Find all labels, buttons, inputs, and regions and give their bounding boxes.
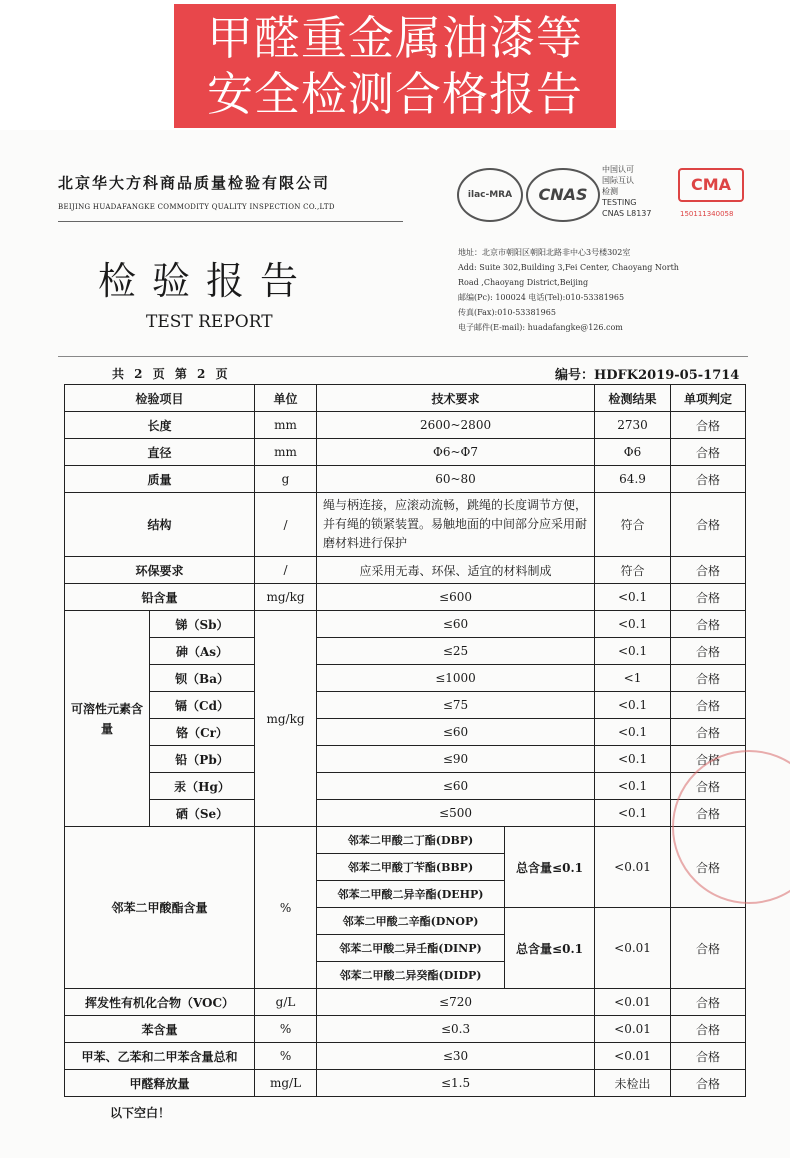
result-cell: 未检出 [595,1070,671,1097]
inspection-table [64,384,746,1097]
item-cell: 环保要求 [65,557,255,584]
verdict-cell: 合格 [671,908,746,989]
phthalate-group-label: 邻苯二甲酸酯含量 [65,827,255,989]
element-cell: 钡（Ba） [150,665,255,692]
address-line: Add: Suite 302,Building 3,Fei Center, Chaoyang North [458,263,679,272]
element-cell: 铅（Pb） [150,746,255,773]
address-line: 传真(Fax):010-53381965 [458,308,556,317]
verdict-cell: 合格 [671,692,746,719]
cnas-cert-text [602,164,651,219]
requirement-cell: 绳与柄连接，应滚动流畅，跳绳的长度调节方便，并有绳的锁紧装置。易触地面的中间部分应采用耐磨材料进行保护 [317,493,595,557]
verdict-cell: 合格 [671,665,746,692]
result-cell: 64.9 [595,466,671,493]
banner-line-1: 甲醛重金属油漆等 [207,11,583,65]
table-row [65,439,746,466]
result-cell: <0.01 [595,908,671,989]
table-row [65,719,746,746]
result-cell: 符合 [595,557,671,584]
unit-cell: / [255,557,317,584]
result-cell: <0.01 [595,989,671,1016]
requirement-cell: ≤75 [317,692,595,719]
requirement-cell: ≤60 [317,719,595,746]
result-cell: <0.1 [595,746,671,773]
phthalate-item: 邻苯二甲酸二异壬酯(DINP) [317,934,504,961]
item-cell: 质量 [65,466,255,493]
verdict-cell: 合格 [671,1043,746,1070]
result-cell: <0.1 [595,638,671,665]
unit-cell: mm [255,412,317,439]
element-cell: 硒（Se） [150,800,255,827]
unit-cell: % [255,1043,317,1070]
result-cell: <0.1 [595,800,671,827]
table-row [65,584,746,611]
item-cell: 苯含量 [65,1016,255,1043]
phthalate-items-2 [317,908,505,989]
result-cell: <0.1 [595,611,671,638]
table-row [65,638,746,665]
requirement-cell: Φ6~Φ7 [317,439,595,466]
verdict-cell: 合格 [671,989,746,1016]
element-cell: 镉（Cd） [150,692,255,719]
item-cell: 铅含量 [65,584,255,611]
cnas-logo: CNAS [526,168,600,222]
result-cell: <0.01 [595,1016,671,1043]
soluble-unit: mg/kg [255,611,317,827]
result-cell: <1 [595,665,671,692]
verdict-cell: 合格 [671,557,746,584]
phthalate-item: 邻苯二甲酸二丁酯(DBP) [317,827,504,853]
requirement-cell: 应采用无毒、环保、适宜的材料制成 [317,557,595,584]
unit-cell: mg/kg [255,584,317,611]
phthalate-item: 邻苯二甲酸二异辛酯(DEHP) [337,888,484,902]
requirement-cell: ≤60 [317,611,595,638]
requirement-cell: 总含量≤0.1 [505,908,595,989]
requirement-cell: 总含量≤0.1 [505,827,595,908]
phthalate-item: 邻苯二甲酸丁苄酯(BBP) [317,853,504,880]
verdict-cell: 合格 [671,800,746,827]
requirement-cell: 60~80 [317,466,595,493]
element-cell: 砷（As） [150,638,255,665]
result-cell: <0.01 [595,1043,671,1070]
requirement-cell: ≤30 [317,1043,595,1070]
item-cell: 长度 [65,412,255,439]
verdict-cell: 合格 [671,584,746,611]
header-divider [58,221,403,222]
verdict-cell: 合格 [671,827,746,908]
phthalate-item: 邻苯二甲酸二辛酯(DNOP) [317,908,504,934]
address-line: 地址：北京市朝阳区朝阳北路非中心3号楼302室 [458,248,631,257]
result-cell: 2730 [595,412,671,439]
cma-number: 150111340058 [680,210,734,218]
company-name-cn: 北京华大方科商品质量检验有限公司 [58,174,331,192]
verdict-cell: 合格 [671,719,746,746]
requirement-cell: ≤25 [317,638,595,665]
requirement-cell: 2600~2800 [317,412,595,439]
requirement-cell: ≤600 [317,584,595,611]
unit-cell: g [255,466,317,493]
table-row [65,665,746,692]
cert-line: 国际互认 [602,176,634,185]
requirement-cell: ≤500 [317,800,595,827]
result-cell: Φ6 [595,439,671,466]
header-item: 检验项目 [65,385,255,412]
title-banner [174,4,616,128]
page-count: 共 2 页 第 2 页 [112,367,231,381]
verdict-cell: 合格 [671,412,746,439]
phthalate-item: 邻苯二甲酸二异癸酯(DIDP) [339,969,482,983]
item-cell: 甲醛释放量 [65,1070,255,1097]
verdict-cell: 合格 [671,746,746,773]
table-row [65,466,746,493]
item-cell: 甲苯、乙苯和二甲苯含量总和 [65,1043,255,1070]
cert-line: TESTING [602,198,637,207]
header-requirement: 技术要求 [317,385,595,412]
soluble-group-label: 可溶性元素含量 [65,611,150,827]
table-row [65,800,746,827]
requirement-cell: ≤90 [317,746,595,773]
unit-cell: / [255,493,317,557]
item-cell: 直径 [65,439,255,466]
element-cell: 铬（Cr） [150,719,255,746]
unit-cell: % [255,1016,317,1043]
end-of-report-note: 以下空白！ [110,1106,171,1120]
item-cell: 结构 [65,493,255,557]
table-row [65,611,746,638]
table-row [65,412,746,439]
banner-line-2: 安全检测合格报告 [207,67,583,121]
table-row [65,1070,746,1097]
requirement-cell: ≤60 [317,773,595,800]
result-cell: <0.1 [595,584,671,611]
verdict-cell: 合格 [671,1070,746,1097]
cert-line: 检测 [602,187,618,196]
table-header-row [65,385,746,412]
unit-cell: g/L [255,989,317,1016]
unit-cell: mm [255,439,317,466]
requirement-cell: ≤0.3 [317,1016,595,1043]
table-row [65,493,746,557]
cert-line: 中国认可 [602,165,634,174]
report-title-en: TEST REPORT [146,312,273,332]
verdict-cell: 合格 [671,439,746,466]
header-result: 检测结果 [595,385,671,412]
result-cell: <0.01 [595,827,671,908]
table-row [65,746,746,773]
result-cell: <0.1 [595,773,671,800]
requirement-cell: ≤1000 [317,665,595,692]
cert-line: CNAS L8137 [602,209,652,218]
requirement-cell: ≤720 [317,989,595,1016]
verdict-cell: 合格 [671,611,746,638]
table-row [65,1016,746,1043]
table-row [65,692,746,719]
company-address [458,245,748,335]
requirement-cell: ≤1.5 [317,1070,595,1097]
verdict-cell: 合格 [671,1016,746,1043]
table-row [65,1043,746,1070]
phthalate-items-1 [317,827,505,908]
header-verdict: 单项判定 [671,385,746,412]
section-divider [58,356,748,357]
address-line: 电子邮件(E-mail): huadafangke@126.com [458,323,623,332]
table-row [65,557,746,584]
report-title: 检验报告 [98,259,315,303]
verdict-cell: 合格 [671,466,746,493]
company-name-en: BEIJING HUADAFANGKE COMMODITY QUALITY INSPECTION CO.,LTD [58,203,335,211]
report-number: 编号：HDFK2019-05-1714 [555,368,740,383]
item-cell: 挥发性有机化合物（VOC） [65,989,255,1016]
verdict-cell: 合格 [671,773,746,800]
table-row [65,989,746,1016]
cma-logo: CMA [678,168,744,202]
result-cell: 符合 [595,493,671,557]
unit-cell: mg/L [255,1070,317,1097]
verdict-cell: 合格 [671,638,746,665]
address-line: Road ,Chaoyang District,Beijing [458,278,589,287]
verdict-cell: 合格 [671,493,746,557]
element-cell: 汞（Hg） [150,773,255,800]
result-cell: <0.1 [595,719,671,746]
table-row [65,827,746,908]
element-cell: 锑（Sb） [150,611,255,638]
table-row [65,773,746,800]
ilac-logo: ilac-MRA [457,168,523,222]
header-unit: 单位 [255,385,317,412]
address-line: 邮编(Pc): 100024 电话(Tel):010-53381965 [458,293,625,302]
result-cell: <0.1 [595,692,671,719]
phthalate-unit: % [255,827,317,989]
